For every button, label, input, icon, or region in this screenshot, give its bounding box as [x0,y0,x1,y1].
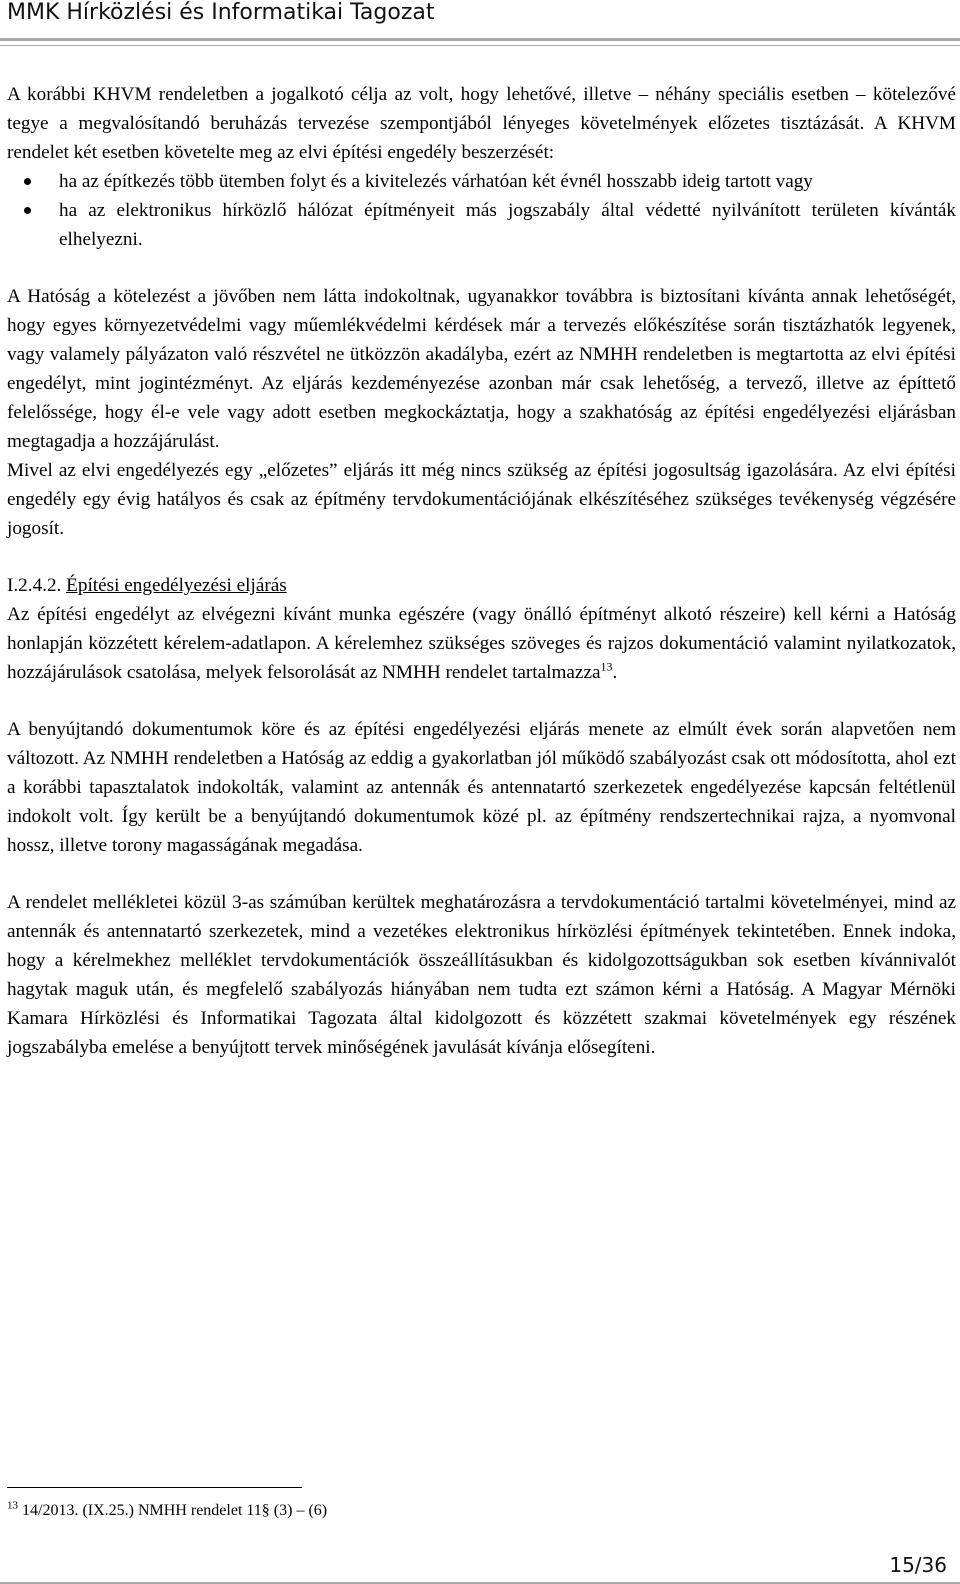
spacer [7,254,956,282]
paragraph-preliminary: Mivel az elvi engedélyezés egy „előzetes” eljárás itt még nincs szükség az építési jogosultság igazolására. Az elvi építési engedély egy évig hatályos és csak az építmény tervdokumentációjának elkészítéséhez szükséges tevékenység végzésére jogosít. [7,460,956,539]
footnote [7,1499,327,1523]
page-header [0,0,960,50]
spacer [7,860,956,888]
footnote-separator [7,1487,302,1488]
spacer [7,687,956,715]
page-number: 15/36 [889,1553,947,1577]
list-item: ha az elektronikus hírközlő hálózat építményeit más jogszabály által védetté nyilvánított területen kívánták elhelyezni. [7,196,956,254]
header-title: MMK Hírközlési és Informatikai Tagozat [7,0,435,25]
paragraph-intro: A korábbi KHVM rendeletben a jogalkotó célja az volt, hogy lehetővé, illetve – néhány speciális esetben – kötelezővé tegye a megvalósítandó beruházás tervezése szempontjából lényeges követelmények előzetes tisztázását. A KHVM rendelet két esetben követelte meg az elvi építési engedély beszerzését: [7,84,956,163]
footnote-text: 14/2013. (IX.25.) NMHH rendelet 11§ (3) – (6) [22,1502,328,1519]
section-title: Építési engedélyezési eljárás [66,575,287,596]
header-rule-thick [0,38,960,41]
paragraph-authority: A Hatóság a kötelezést a jövőben nem látta indokoltnak, ugyanakkor továbbra is biztosítani kívánta annak lehetőségét, hogy egyes környezetvédelmi vagy műemlékvédelmi kérdések már a tervezés előkészítése során tisztázhatók legyenek, vagy valamely pályázaton való részvétel ne ütközzön akadályba, ezért az NMHH rendeletben is megtartotta az elvi építési engedélyt, mint jogintézményt. Az eljárás kezdeményezése azonban már csak lehetőség, a tervező, illetve az építtető felelőssége, hogy él-e vele vagy adott esetben megkockáztatja, hogy a szakhatóság az építési engedélyezési eljárásban megtagadja a hozzájárulást. [7,286,956,452]
document-body [7,80,956,1062]
bullet-icon [24,178,31,185]
paragraph-annexes: A rendelet mellékletei közül 3-as számúban kerültek meghatározásra a tervdokumentáció tartalmi követelményei, mind az antennák és antennatartó szerkezetek, mind a vezetékes elektronikus hírközlési építmények tekintetében. Ennek indoka, hogy a kérelmekhez melléklet tervdokumentációk összeállításukban és kidolgozottságukban sok esetben kívánnivalót hagytak maguk után, és megfelelő szabályozás hiányában nem tudta ezt számon kérni a Hatóság. A Magyar Mérnöki Kamara Hírközlési és Informatikai Tagozata által kidolgozott és közzétett szakmai követelmények egy részének jogszabályba emelése a benyújtott tervek minőségének javulását kívánja elősegíteni. [7,892,956,1058]
requirement-list [7,167,956,254]
list-item: ha az építkezés több ütemben folyt és a kivitelezés várhatóan két évnél hosszabb ideig tartott vagy [7,167,956,196]
footnote-ref: 13 [600,659,613,674]
paragraph-permit: Az építési engedélyt az elvégezni kívánt munka egészére (vagy önálló építményt alkotó részeire) kell kérni a Hatóság honlapján közzétett kérelem-adatlapon. A kérelemhez szükséges szöveges és rajzos dokumentáció valamint nyilatkozatok, hozzájárulások csatolása, melyek felsorolását az NMHH rendelet tartalmazza$^{13}$. [7,604,956,683]
section-heading [7,571,956,600]
bullet-icon [24,207,31,214]
section-number: I.2.4.2. [7,575,62,596]
spacer [7,543,956,571]
footnote-number: 13 [7,1499,18,1512]
paragraph-documents: A benyújtandó dokumentumok köre és az építési engedélyezési eljárás menete az elmúlt évek során alapvetően nem változott. Az NMHH rendeletben a Hatóság az eddig a gyakorlatban jól működő szabályozást csak ott módosította, ahol ezt a korábbi tapasztalatok indokolták, valamint az antennák és antennatartó szerkezetek engedélyezése kapcsán feltétlenül indokolt volt. Így került be a benyújtandó dokumentumok közé pl. az építmény rendszertechnikai rajza, a nyomvonal hossz, illetve torony magasságának megadása. [7,719,956,856]
header-rule-thin [0,45,960,46]
